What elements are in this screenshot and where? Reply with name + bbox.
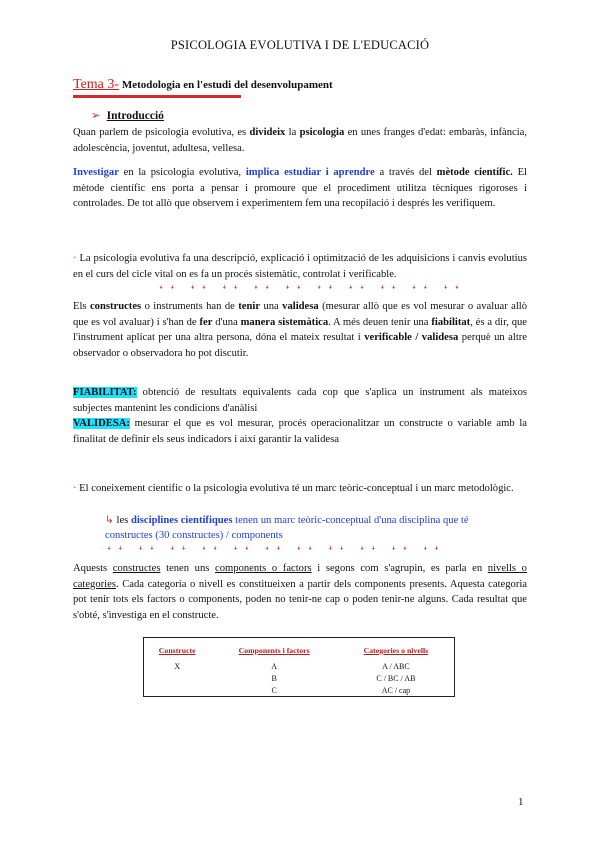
- intro-heading: [91, 108, 164, 122]
- page-number: 1: [518, 796, 524, 808]
- table-header: Categories o nivells: [363, 646, 429, 655]
- table-header: Components i factors: [238, 646, 310, 655]
- constructs-table: [143, 637, 455, 697]
- table-row: [144, 684, 455, 697]
- table-cell: X: [174, 661, 181, 671]
- fiabilitat-label: FIABILITAT:: [73, 387, 137, 398]
- paragraph-components: Aquests constructes tenen uns components o factors i segons com s'agrupin, es parla en nivells o categories. Cada categoria o nivell es constitueixen a partir dels components presents. Aquesta categoria pot tenir tots els factors o components, poden no tenir-ne cap o poden tenir-ne alguns. Cada resultat que s'obté, s'investiga en el constructe.: [73, 563, 527, 621]
- paragraph-descripcio: · La psicologia evolutiva fa una descripció, explicació i optimització de les adquisicions i canvis evolutius en el curs del cicle vital on es fa un procés sistemàtic, controlat i verificable.: [73, 253, 527, 280]
- tema-number: Tema 3-: [73, 77, 120, 92]
- validesa-label: VALIDESA:: [73, 418, 130, 429]
- table-cell: B: [271, 673, 277, 683]
- paragraph-investigar: Investigar en la psicologia evolutiva, implica estudiar i aprendre a través del mètode científic. El mètode científic ens porta a pensar i promoure que el procediment utilitza tècniques rigoroses i controlades. De tot allò que observem i experimentem fem una recopilació i després les verifiquem.: [73, 167, 527, 210]
- arrow-marks-decoration: ꜜꜜ ꜜꜜ ꜜꜜ ꜜꜜ ꜜꜜ ꜜꜜ ꜜꜜ ꜜꜜ ꜜꜜ ꜜꜜ ꜜꜜ: [107, 546, 446, 556]
- table-row: [144, 672, 455, 684]
- paragraph-coneixement: · El coneixement científic o la psicologia evolutiva té un marc teòric-conceptual i un marc metodològic.: [73, 483, 514, 494]
- sub-item-disciplines: ↳ les disciplines científiques tenen un marc teòric-conceptual d'una disciplina que té constructes (30 constructes) / components: [105, 515, 469, 541]
- definition-validesa: VALIDESA: mesurar el que es vol mesurar, procés operacionalitzar un constructe o variable amb la finalitat de definir els seus indicadors i així garantir la validesa: [73, 418, 527, 445]
- page-title: PSICOLOGIA EVOLUTIVA I DE L'EDUCACIÓ: [170, 38, 430, 52]
- table-cell: C / BC / AB: [376, 673, 416, 683]
- table-header: Constructe: [158, 646, 196, 655]
- table-cell: C: [271, 685, 277, 695]
- table-row: [144, 660, 455, 672]
- paragraph-constructes: Els constructes o instruments han de tenir una validesa (mesurar allò que es vol mesurar o avaluar allò que es vol avaluar) i s'han de fer d'una manera sistemàtica. A més deuen tenir una fiabilitat, és a dir, que l'instrument aplicat per una altra persona, dóna el mateix resultat i verificable / validesa perquè un altre observador o observadora ho pot discutir.: [73, 301, 528, 359]
- arrow-bullet-icon: ➢: [91, 110, 101, 122]
- return-arrow-icon: ↳: [105, 515, 114, 526]
- table-header-row: [144, 638, 455, 661]
- bullet-icon: ·: [73, 483, 77, 494]
- section-heading: [73, 77, 333, 93]
- bullet-icon: ·: [73, 253, 77, 264]
- tema-subtitle: Metodologia en l'estudi del desenvolupament: [119, 79, 333, 91]
- table-cell: A: [271, 661, 278, 671]
- paragraph-intro: Quan parlem de psicologia evolutiva, es divideix la psicologia en unes franges d'edat: embaràs, infància, adolescència, joventut, adultesa, vellesa.: [73, 127, 528, 154]
- table-cell: [144, 672, 211, 684]
- intro-label: Introducció: [106, 110, 164, 122]
- table-cell: AC / cap: [381, 685, 411, 695]
- arrow-marks-decoration: ꜜꜜ ꜜꜜ ꜜꜜ ꜜꜜ ꜜꜜ ꜜꜜ ꜜꜜ ꜜꜜ ꜜꜜ ꜜꜜ: [159, 285, 467, 295]
- table-cell: A / ABC: [382, 661, 410, 671]
- table-cell: [144, 684, 211, 697]
- heading-underline: [73, 95, 241, 98]
- definition-fiabilitat: FIABILITAT: obtenció de resultats equivalents cada cop que s'aplica un instrument als mateixos subjectes mantenint les condicions d'anàlisi: [73, 387, 527, 414]
